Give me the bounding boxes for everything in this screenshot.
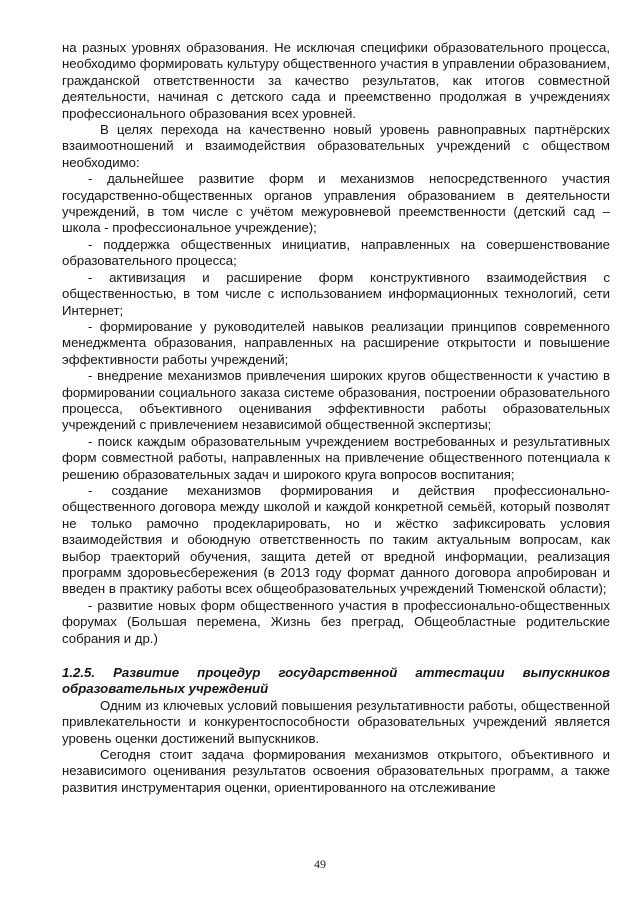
paragraph-continuation: на разных уровнях образования. Не исключая специфики образовательного процесса, необходимо формировать культуру общественного участия в управлении образованием, гражданской ответственности за качество результатов, как итогов совместной деятельности, начиная с детского сада и преемственно продолжая в учреждениях профессионального образования всех уровней. [62,40,610,121]
page-number: 49 [314,857,326,871]
bullet-item: - дальнейшее развитие форм и механизмов непосредственного участия государственно-общественных органов управления образованием в деятельности учреждений, в том числе с учётом межуровневой преемственности (детский сад – школа - профессиональное учреждение); [62,171,610,236]
bullet-item: - создание механизмов формирования и действия профессионально-общественного договора между школой и каждой конкретной семьёй, который позволят не только рамочно продекларировать, но и жёстко зафиксировать условия взаимодействия и обоюдную ответственность по таким актуальным вопросам, как выбор траекторий обучения, защита детей от вредной информации, реализация программ здоровьесбережения (в 2013 году формат данного договора апробирован и введен в практику работы всех общеобразовательных учреждений Тюменской области); [62,482,610,597]
bullet-item: - внедрение механизмов привлечения широких кругов общественности к участию в формировании социального заказа системе образования, построении образовательного процесса, объективного оценивания эффективности работы образовательных учреждений с привлечением независимой общественной экспертизы; [62,368,610,433]
document-body [62,40,610,796]
bullet-item: - формирование у руководителей навыков реализации принципов современного менеджмента образования, направленных на расширение открытости и повышение эффективности работы учреждений; [62,318,610,367]
bullet-item: - развитие новых форм общественного участия в профессионально-общественных форумах (Большая перемена, Жизнь без преград, Общеобластные родительские собрания и др.) [62,597,610,646]
section-heading: 1.2.5. Развитие процедур государственной аттестации выпускников образовательных учреждений [62,665,610,697]
paragraph: Сегодня стоит задача формирования механизмов открытого, объективного и независимого оценивания результатов освоения образовательных программ, а также развития инструментария оценки, ориентированного на отслеживание [62,747,610,795]
bullet-item: - поиск каждым образовательным учреждением востребованных и результативных форм совместной работы, направленных на привлечение общественного потенциала к решению образовательных задач и широкого круга вопросов воспитания; [62,433,610,482]
paragraph: Одним из ключевых условий повышения результативности работы, общественной привлекательности и конкурентоспособности образовательных учреждений является уровень оценки достижений выпускников. [62,697,610,746]
bullet-item: - поддержка общественных инициатив, направленных на совершенствование образовательного процесса; [62,236,610,269]
paragraph-intro: В целях перехода на качественно новый уровень равноправных партнёрских взаимоотношений и взаимодействия образовательных учреждений с обществом необходимо: [62,122,610,170]
bullet-item: - активизация и расширение форм конструктивного взаимодействия с общественностью, в том числе с использованием информационных технологий, сети Интернет; [62,269,610,318]
